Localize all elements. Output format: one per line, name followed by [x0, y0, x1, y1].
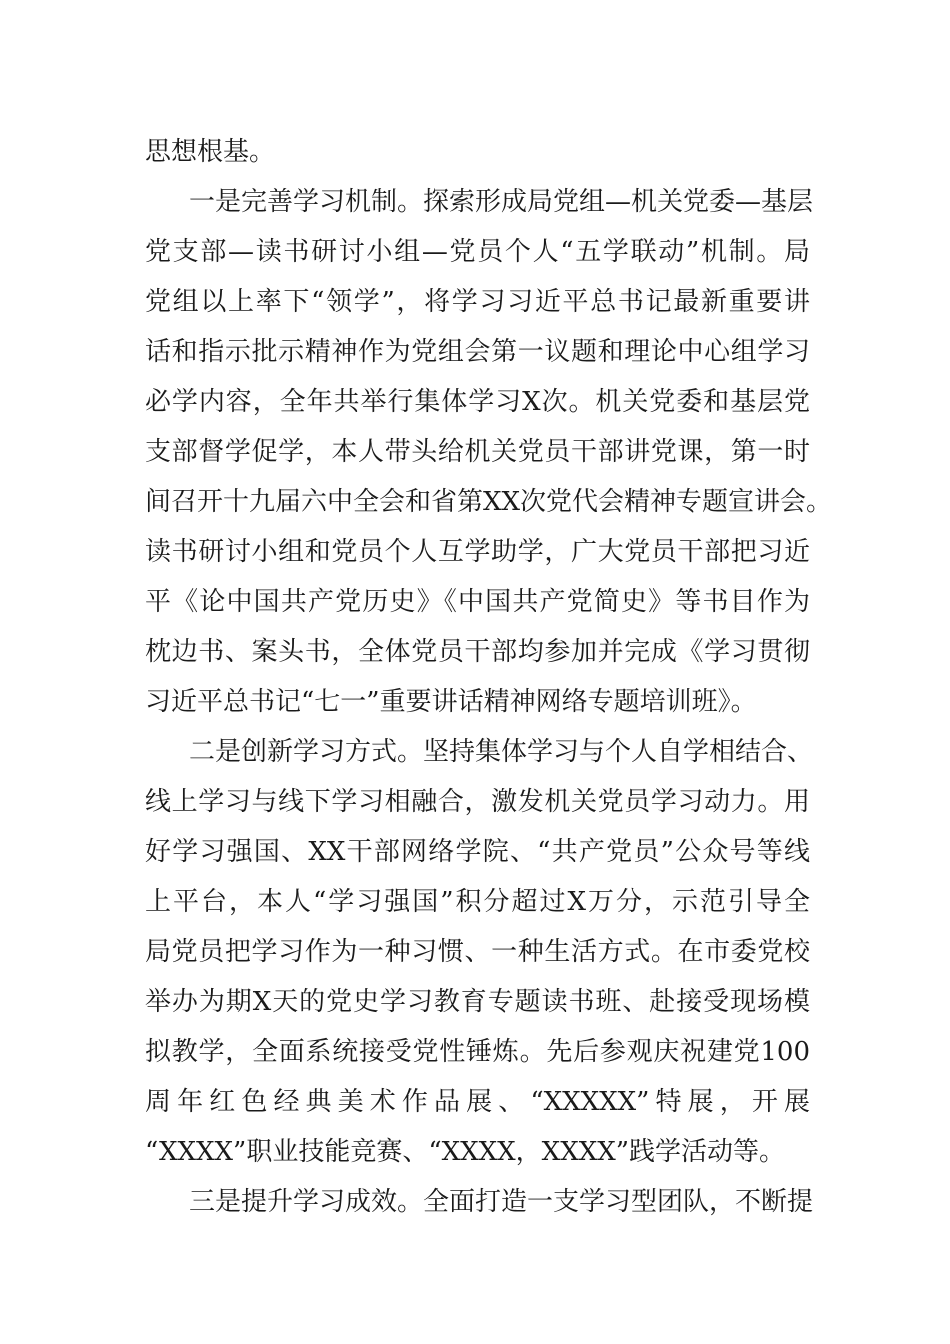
text-line: 上平台，本人“学习强国”积分超过X万分，示范引导全 [145, 887, 810, 917]
text-line: 一是完善学习机制。探索形成局党组—机关党委—基层 [189, 187, 814, 217]
text-line: 局党员把学习作为一种习惯、一种生活方式。在市委党校 [145, 937, 810, 967]
text-line: 党支部—读书研讨小组—党员个人“五学联动”机制。局 [145, 237, 810, 267]
text-line: 话和指示批示精神作为党组会第一议题和理论中心组学习 [145, 337, 810, 367]
text-line: 线上学习与线下学习相融合，激发机关党员学习动力。用 [145, 787, 810, 817]
text-line: 二是创新学习方式。坚持集体学习与个人自学相结合、 [189, 737, 814, 767]
text-line: “XXXX”职业技能竞赛、“XXXX，XXXX”践学活动等。 [145, 1137, 786, 1167]
text-line: 举办为期X天的党史学习教育专题读书班、赴接受现场模 [145, 987, 810, 1017]
text-line: 读书研讨小组和党员个人互学助学，广大党员干部把习近 [145, 537, 810, 567]
text-line: 必学内容，全年共举行集体学习X次。机关党委和基层党 [145, 387, 810, 417]
text-line: 好学习强国、XX干部网络学院、“共产党员”公众号等线 [145, 837, 810, 867]
text-line: 三是提升学习成效。全面打造一支学习型团队，不断提 [189, 1187, 814, 1217]
text-line: 拟教学，全面系统接受党性锤炼。先后参观庆祝建党100 [145, 1037, 810, 1067]
text-line: 习近平总书记“七一”重要讲话精神网络专题培训班》。 [145, 687, 757, 717]
text-line: 思想根基。 [145, 137, 276, 167]
text-line: 支部督学促学，本人带头给机关党员干部讲党课，第一时 [145, 437, 810, 467]
text-line: 周年红色经典美术作品展、“XXXXX”特展，开展 [145, 1087, 810, 1117]
text-line: 间召开十九届六中全会和省第XX次党代会精神专题宣讲会。 [145, 487, 833, 517]
text-line: 平《论中国共产党历史》《中国共产党简史》等书目作为 [145, 587, 810, 617]
document-body [145, 127, 833, 1227]
text-line: 枕边书、案头书，全体党员干部均参加并完成《学习贯彻 [145, 637, 810, 667]
text-line: 党组以上率下“领学”，将学习习近平总书记最新重要讲 [145, 287, 810, 317]
